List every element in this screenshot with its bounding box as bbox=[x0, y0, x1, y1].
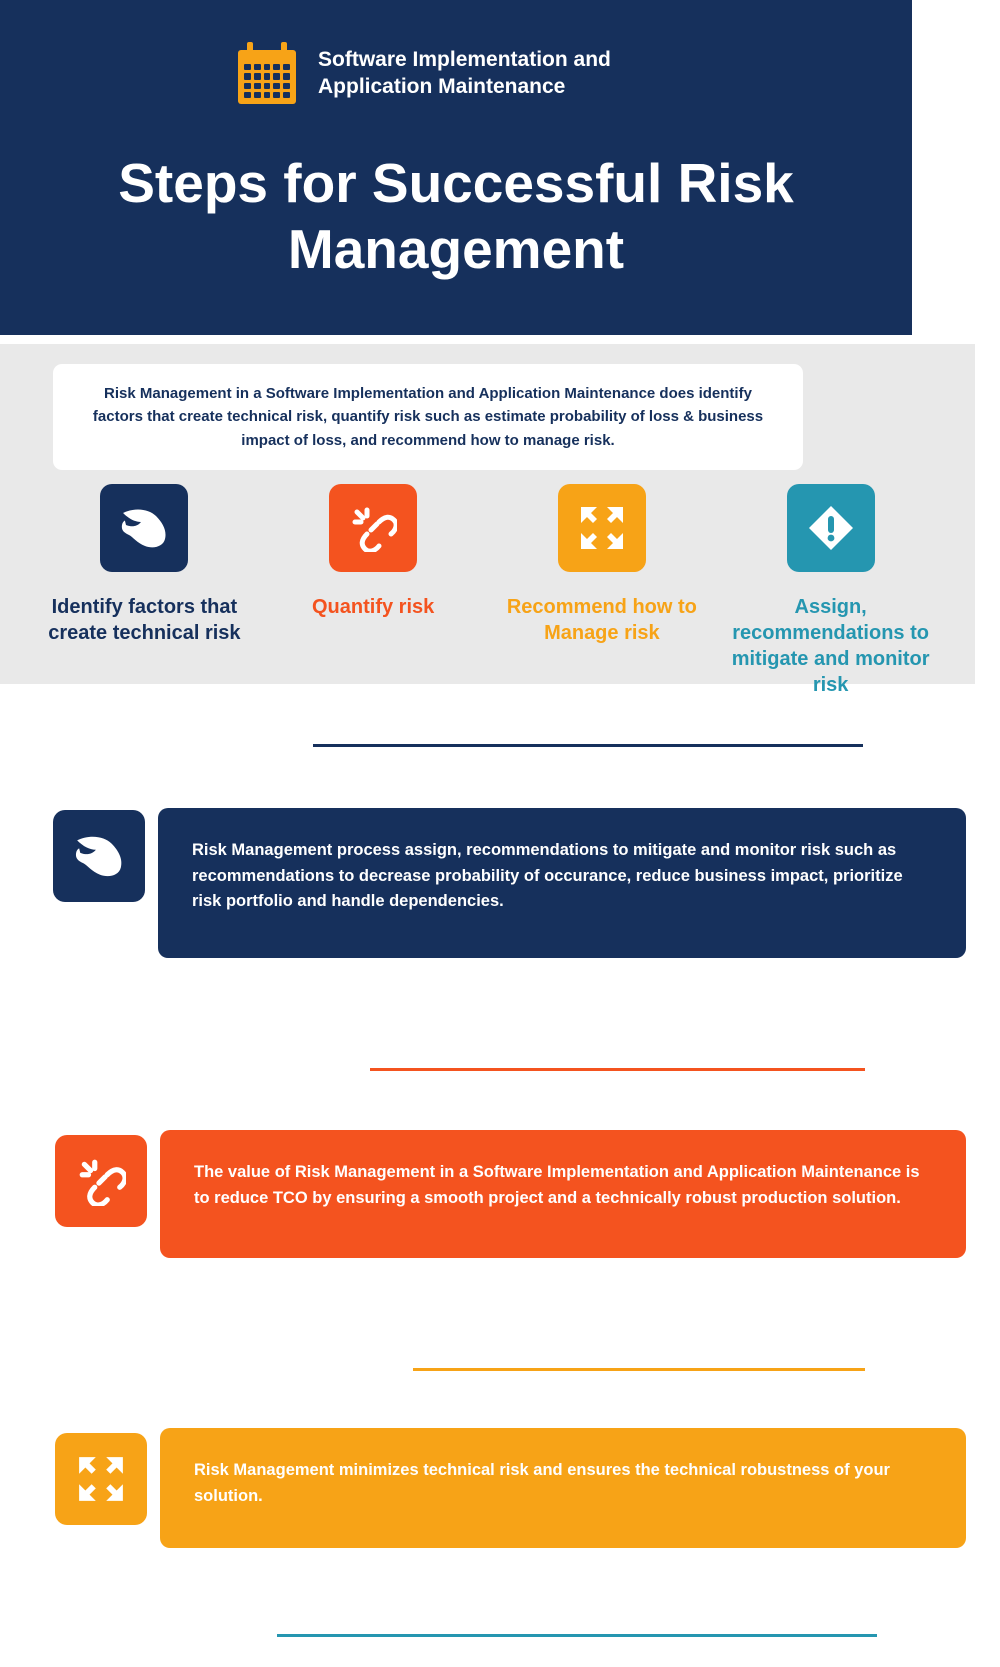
broken-link-glyph bbox=[76, 1156, 126, 1206]
expand-arrows-icon bbox=[558, 484, 646, 572]
step-label: Assign, recommendations to mitigate and monitor risk bbox=[731, 596, 930, 696]
broken-link-icon bbox=[329, 484, 417, 572]
page-title: Steps for Successful Risk Management bbox=[118, 152, 794, 280]
broken-link-glyph bbox=[349, 504, 397, 552]
step-assign-monitor[interactable] bbox=[716, 484, 945, 698]
muscle-arm-icon bbox=[100, 484, 188, 572]
broken-link-icon bbox=[55, 1135, 147, 1227]
step-label: Recommend how to Manage risk bbox=[506, 596, 697, 644]
expand-arrows-icon bbox=[55, 1433, 147, 1525]
row-card-3: Risk Management minimizes technical risk and ensures the technical robustness of your solution. bbox=[160, 1428, 966, 1548]
step-quantify-risk[interactable] bbox=[259, 484, 488, 698]
step-identify-factors[interactable] bbox=[30, 484, 259, 698]
row-card-2: The value of Risk Management in a Software Implementation and Application Maintenance is to reduce TCO by ensuring a smooth project and a technically robust production solution. bbox=[160, 1130, 966, 1258]
expand-arrows-glyph bbox=[76, 1454, 126, 1504]
row-card-1: Risk Management process assign, recommendations to mitigate and monitor risk such as recommendations to decrease probability of occurance, reduce business impact, prioritize risk portfolio and handle dependencies. bbox=[158, 808, 966, 958]
step-label: Identify factors that create technical risk bbox=[48, 596, 241, 644]
expand-arrows-glyph bbox=[578, 504, 626, 552]
step-label: Quantify risk bbox=[311, 596, 435, 618]
steps-row bbox=[30, 484, 945, 698]
calendar-icon bbox=[234, 40, 300, 106]
summary-band bbox=[0, 344, 975, 696]
brand-lockup bbox=[0, 40, 912, 106]
divider-rule-2 bbox=[370, 1068, 865, 1071]
muscle-arm-glyph bbox=[119, 507, 169, 549]
divider-rule-4 bbox=[277, 1634, 877, 1637]
header-banner bbox=[0, 0, 912, 335]
divider-rule-1 bbox=[313, 744, 863, 747]
muscle-arm-glyph bbox=[73, 834, 125, 878]
summary-card: Risk Management in a Software Implementation and Application Maintenance does identify factors that create technical risk, quantify risk such as estimate probability of loss & business impact of loss, and recommend how to manage risk. bbox=[53, 364, 803, 470]
brand-title: Software Implementation and Application Maintenance bbox=[318, 47, 611, 98]
alert-diamond-glyph bbox=[807, 504, 855, 552]
step-recommend-manage[interactable] bbox=[488, 484, 717, 698]
divider-rule-3 bbox=[413, 1368, 865, 1371]
muscle-arm-icon bbox=[53, 810, 145, 902]
alert-diamond-icon bbox=[787, 484, 875, 572]
